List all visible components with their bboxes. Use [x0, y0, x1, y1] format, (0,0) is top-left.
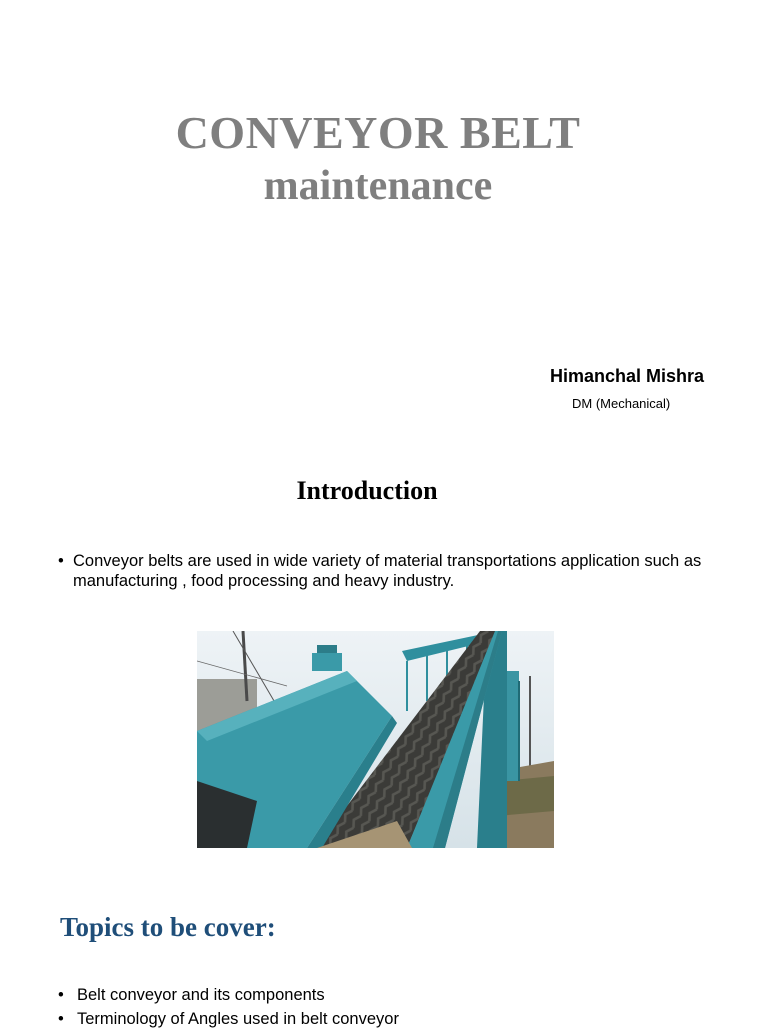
list-item	[58, 983, 399, 1007]
slide-subtitle: maintenance	[263, 163, 493, 209]
introduction-bullet	[58, 551, 718, 591]
introduction-bullet-text: Conveyor belts are used in wide variety of material transportations application such as manufacturing , food processing and heavy industry.	[73, 552, 702, 590]
bullet-marker: •	[58, 986, 64, 1004]
slide-title: CONVEYOR BELT	[175, 107, 581, 158]
conveyor-belt-illustration	[197, 631, 554, 848]
list-item	[58, 1007, 399, 1031]
topics-heading: Topics to be cover:	[60, 912, 276, 942]
conveyor-belt-photo	[197, 631, 554, 848]
author-name: Himanchal Mishra	[550, 366, 705, 386]
bullet-marker: •	[58, 552, 64, 570]
introduction-heading: Introduction	[296, 476, 438, 505]
topic-text: Terminology of Angles used in belt conveyor	[77, 1010, 399, 1028]
author-role: DM (Mechanical)	[572, 396, 671, 411]
topic-text: Belt conveyor and its components	[77, 986, 325, 1004]
bullet-marker: •	[58, 1010, 64, 1028]
